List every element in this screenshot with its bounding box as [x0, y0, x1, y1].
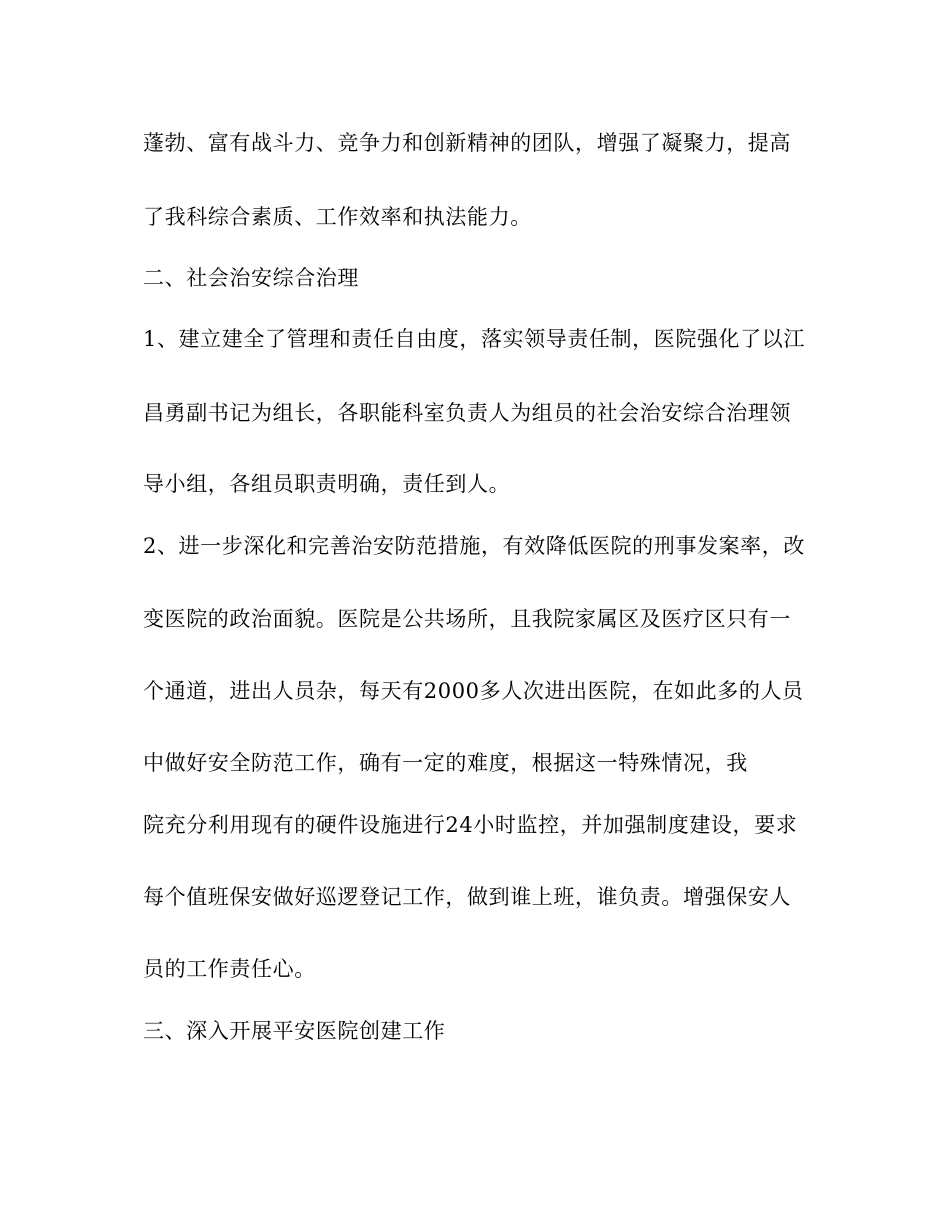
paragraph-line-13: 员的工作责任心。: [143, 957, 316, 981]
paragraph-line-7: 2、进一步深化和完善治安防范措施，有效降低医院的刑事发案率，改: [143, 534, 805, 558]
paragraph-line-1: 蓬勃、富有战斗力、竞争力和创新精神的团队，增强了凝聚力，提高: [143, 131, 791, 155]
paragraph-line-6: 导小组，各组员职责明确，责任到人。: [143, 472, 511, 496]
paragraph-line-2: 了我科综合素质、工作效率和执法能力。: [143, 205, 532, 229]
paragraph-line-8: 变医院的政治面貌。医院是公共场所，且我院家属区及医疗区只有一: [143, 607, 791, 631]
paragraph-line-12: 每个值班保安做好巡逻登记工作，做到谁上班，谁负责。增强保安人: [143, 885, 791, 909]
paragraph-line-9: 个通道，进出人员杂，每天有2000多人次进出医院，在如此多的人员: [143, 679, 804, 703]
paragraph-line-4: 1、建立建全了管理和责任自由度，落实领导责任制，医院强化了以江: [143, 327, 805, 351]
section-heading-3: 三、深入开展平安医院创建工作: [143, 1019, 446, 1043]
paragraph-line-10: 中做好安全防范工作，确有一定的难度，根据这一特殊情况，我: [143, 751, 748, 775]
section-heading-2: 二、社会治安综合治理: [143, 266, 359, 290]
paragraph-line-11: 院充分利用现有的硬件设施进行24小时监控，并加强制度建设，要求: [143, 813, 798, 837]
paragraph-line-5: 昌勇副书记为组长，各职能科室负责人为组员的社会治安综合治理领: [143, 401, 791, 425]
